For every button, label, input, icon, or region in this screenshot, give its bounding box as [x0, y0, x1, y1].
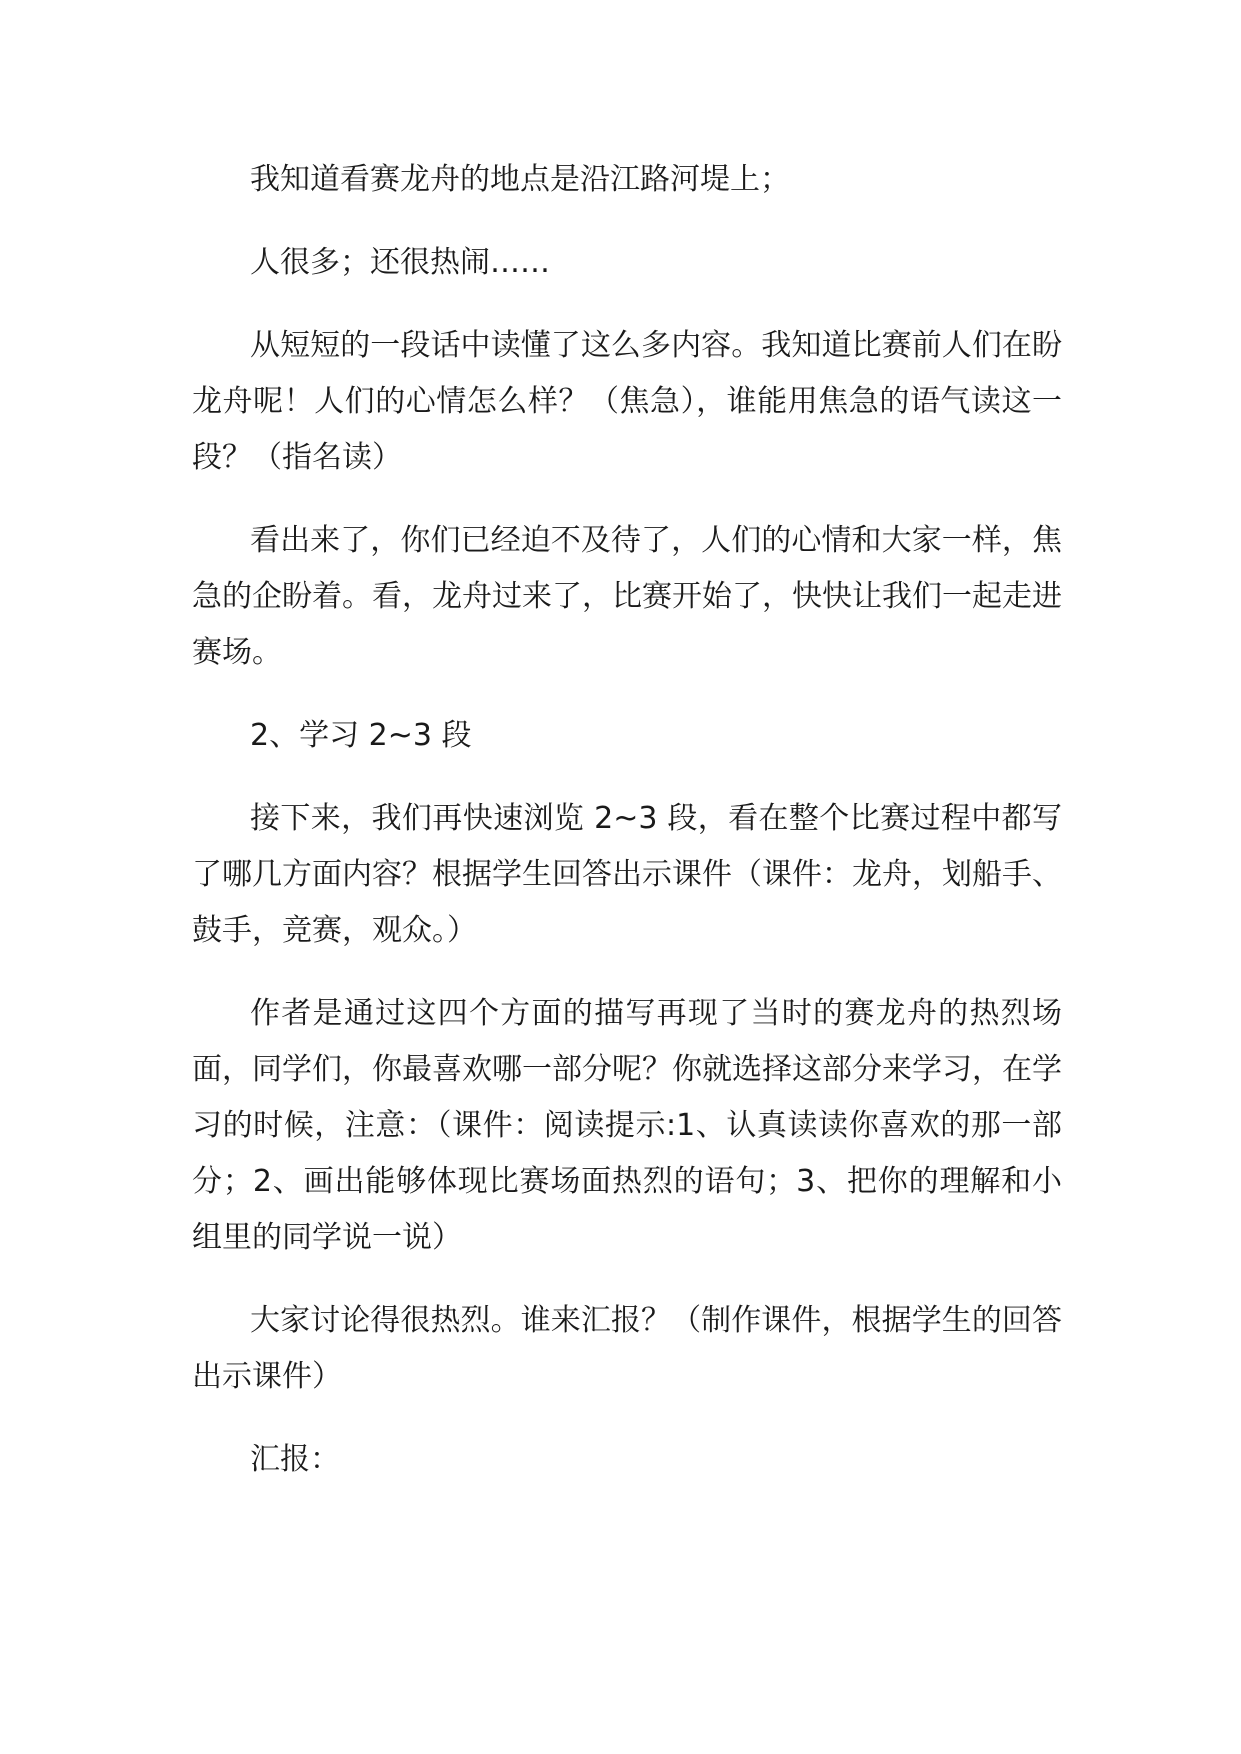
paragraph-viewing-location: 我知道看赛龙舟的地点是沿江路河堤上；	[250, 162, 790, 197]
paragraph-browse-2-3: 接下来，我们再快速浏览 2~3 段，看在整个比赛过程中都写了哪几方面内容？根据学生回答出示课件（课件：龙舟，划船手、鼓手，竞赛，观众。）	[192, 801, 1062, 948]
section-heading-study-2-3: 2、学习 2~3 段	[250, 718, 472, 753]
document-body	[192, 152, 1062, 1515]
paragraph-crowd: 人很多；还很热闹……	[250, 245, 550, 280]
paragraph-report: 汇报：	[250, 1442, 340, 1477]
paragraph-reading-comprehension: 从短短的一段话中读懂了这么多内容。我知道比赛前人们在盼龙舟呢！人们的心情怎么样？（焦急），谁能用焦急的语气读这一段？（指名读）	[192, 328, 1062, 475]
paragraph-discussion: 大家讨论得很热烈。谁来汇报？（制作课件，根据学生的回答出示课件）	[192, 1303, 1062, 1394]
paragraph-reading-tips: 作者是通过这四个方面的描写再现了当时的赛龙舟的热烈场面，同学们，你最喜欢哪一部分呢？你就选择这部分来学习，在学习的时候，注意：（课件：阅读提示:1、认真读读你喜欢的那一部分；2、画出能够体现比赛场面热烈的语句；3、把你的理解和小组里的同学说一说）	[192, 996, 1062, 1255]
paragraph-eagerness: 看出来了，你们已经迫不及待了，人们的心情和大家一样，焦急的企盼着。看，龙舟过来了，比赛开始了，快快让我们一起走进赛场。	[192, 523, 1062, 670]
